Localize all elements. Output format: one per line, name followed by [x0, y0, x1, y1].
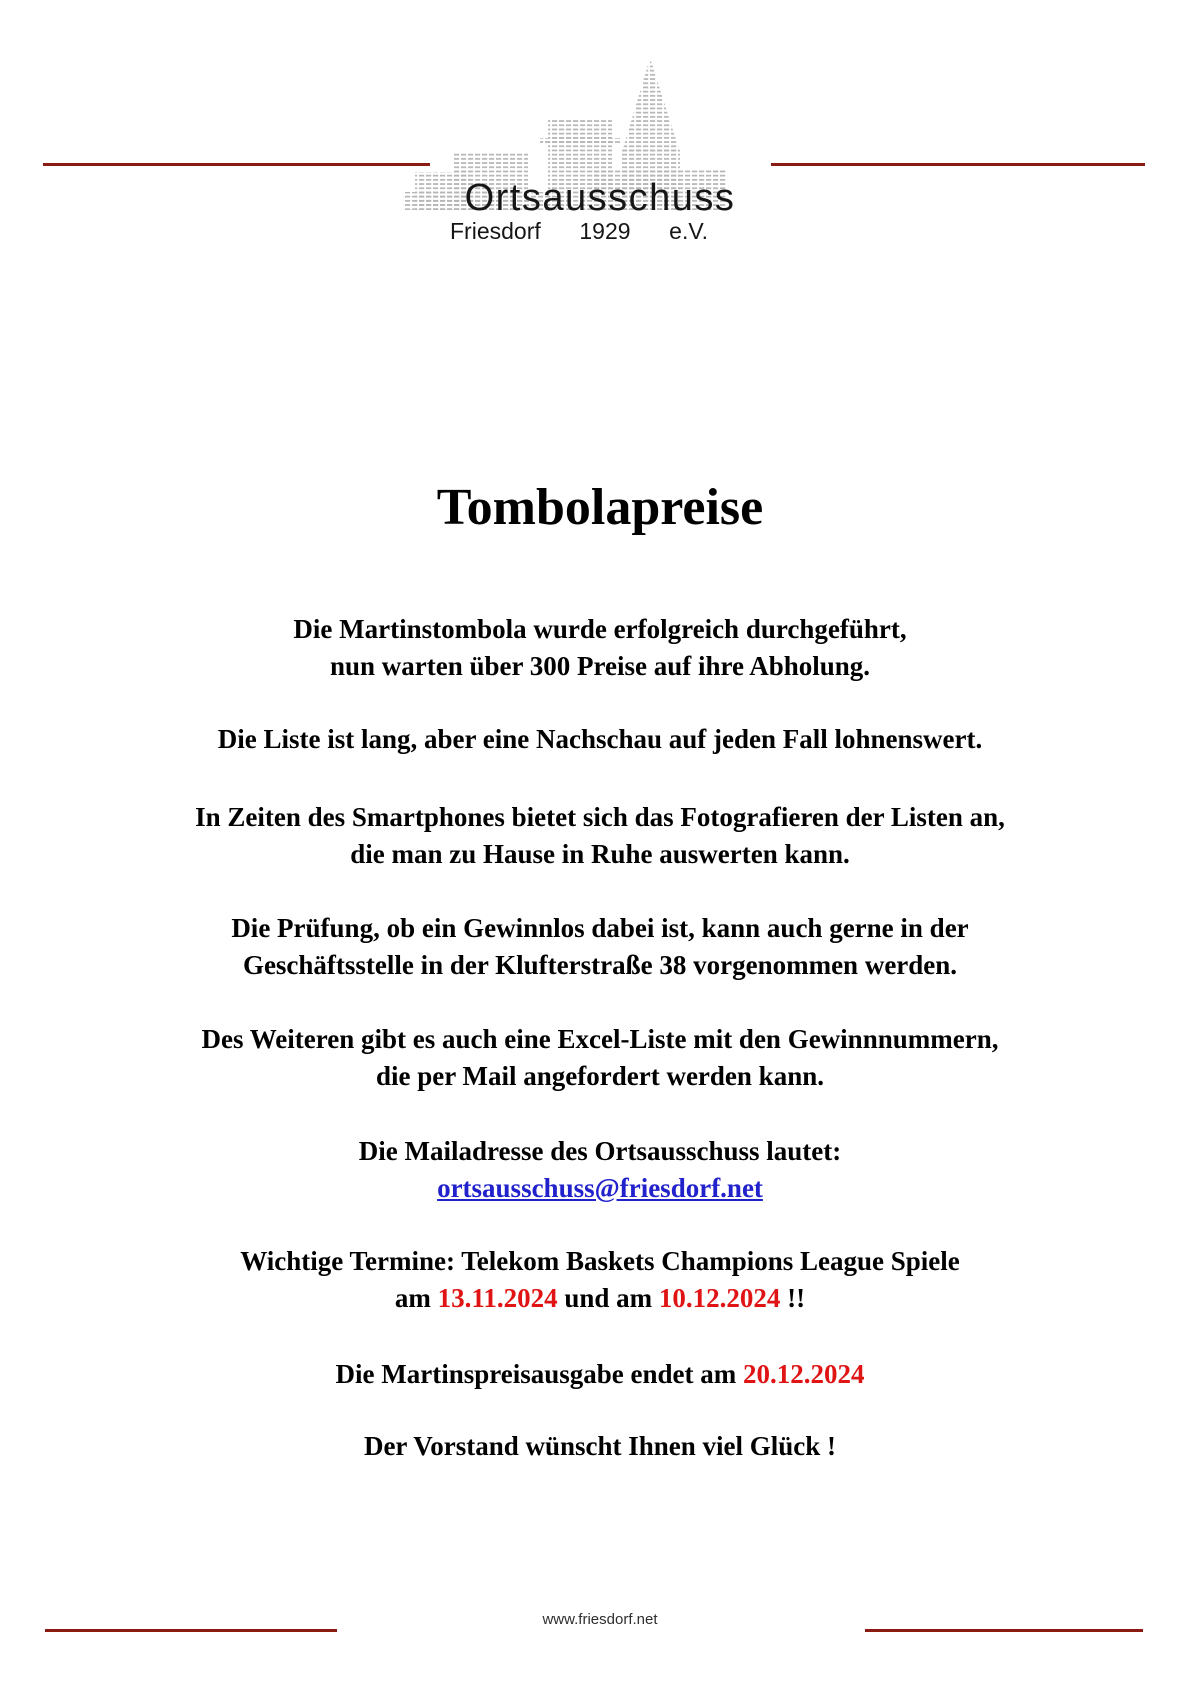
para-excel-list [30, 1021, 1170, 1095]
email-link[interactable]: ortsausschuss@friesdorf.net [437, 1173, 763, 1203]
text-line: Die Mailadresse des Ortsausschuss lautet: [358, 1136, 842, 1166]
header-rule-right [771, 163, 1145, 166]
para-list-note [30, 721, 1170, 758]
para-deadline [30, 1356, 1170, 1393]
header-rule-left [43, 163, 430, 166]
text-line: Die Prüfung, ob ein Gewinnlos dabei ist, kann auch gerne in der [231, 913, 969, 943]
text-line: In Zeiten des Smartphones bietet sich das Fotografieren der Listen an, [195, 802, 1005, 832]
text-segment: Die Martinspreisausgabe endet am [335, 1359, 743, 1389]
text-line: Des Weiteren gibt es auch eine Excel-Liste mit den Gewinnnummern, [201, 1024, 999, 1054]
org-subline [450, 218, 708, 245]
page-title: Tombolapreise [436, 479, 764, 536]
footer-url: www.friesdorf.net [542, 1611, 658, 1628]
para-smartphone-tip [30, 799, 1170, 873]
para-important-dates [30, 1243, 1170, 1317]
org-suffix: e.V. [669, 218, 708, 244]
text-line: nun warten über 300 Preise auf ihre Abholung. [329, 651, 871, 681]
para-good-luck [30, 1428, 1170, 1465]
org-name: Ortsausschuss [464, 177, 736, 219]
org-place: Friesdorf [450, 218, 541, 244]
date-highlight: 13.11.2024 [437, 1283, 558, 1313]
text-segment: !! [780, 1283, 806, 1313]
text-segment: und am [557, 1283, 659, 1313]
text-line [30, 1170, 1170, 1207]
text-line [30, 1280, 1170, 1317]
footer-rule-right [865, 1629, 1143, 1632]
para-mail-address [30, 1133, 1170, 1207]
para-tombola-result [30, 611, 1170, 685]
text-segment: am [394, 1283, 438, 1313]
text-line: Der Vorstand wünscht Ihnen viel Glück ! [363, 1431, 837, 1461]
text-line: die per Mail angefordert werden kann. [376, 1061, 824, 1091]
date-highlight: 20.12.2024 [742, 1359, 865, 1389]
text-line: Die Martinstombola wurde erfolgreich durchgeführt, [293, 614, 907, 644]
text-line [30, 1356, 1170, 1393]
date-highlight: 10.12.2024 [658, 1283, 781, 1313]
text-line: Die Liste ist lang, aber eine Nachschau auf jeden Fall lohnenswert. [217, 724, 983, 754]
text-line: die man zu Hause in Ruhe auswerten kann. [350, 839, 850, 869]
org-year: 1929 [579, 218, 631, 244]
text-line: Geschäftsstelle in der Klufterstraße 38 vorgenommen werden. [242, 950, 958, 980]
footer-rule-left [45, 1629, 337, 1632]
para-office-check [30, 910, 1170, 984]
text-line: Wichtige Termine: Telekom Baskets Champions League Spiele [240, 1246, 960, 1276]
